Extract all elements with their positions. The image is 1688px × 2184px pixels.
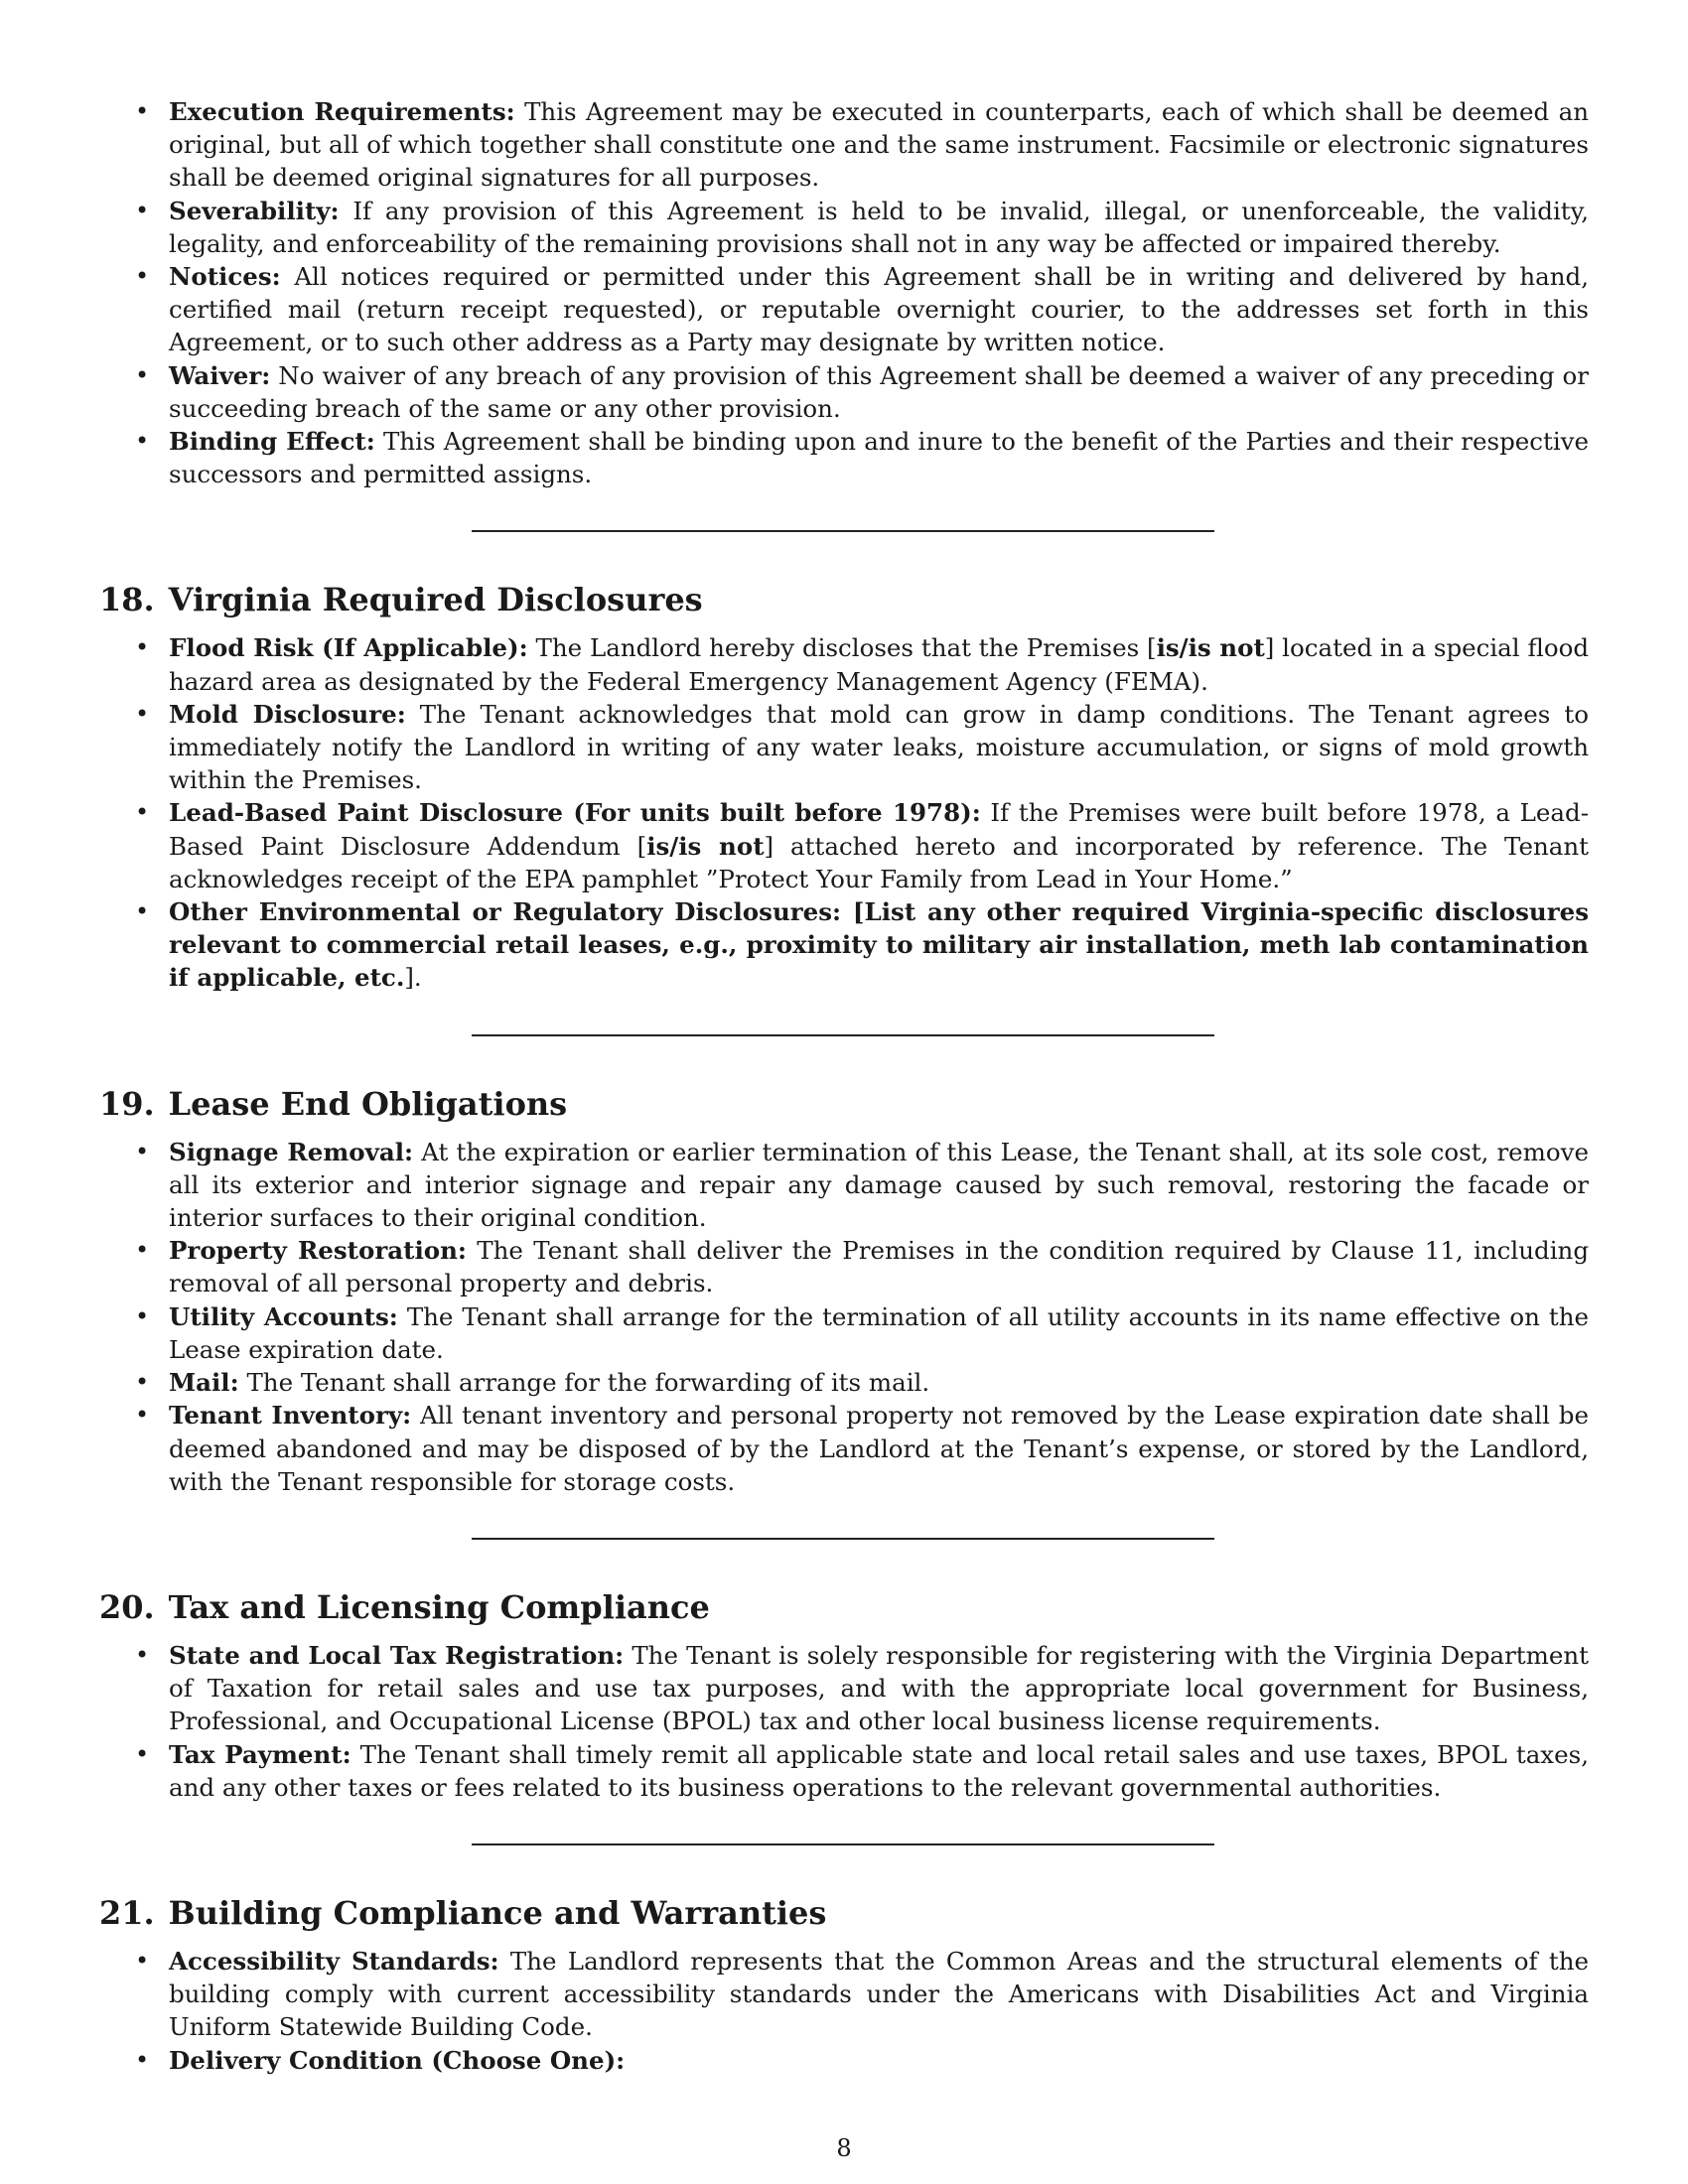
item-text: This Agreement shall be binding upon and inure to the benefit of the Parties and their respective successors and permitted assigns. xyxy=(169,427,1589,489)
item-text: The Tenant shall arrange for the forwarding of its mail. xyxy=(238,1368,930,1398)
item-text: The Tenant shall arrange for the termination of all utility accounts in its name effective on the Lease expiration date. xyxy=(169,1301,1589,1364)
item-term: Mold Disclosure: xyxy=(169,699,406,729)
item-term: Lead-Based Paint Disclosure (For units built before 1978): xyxy=(169,798,981,828)
list-item-mold-disclosure xyxy=(99,698,1589,797)
item-text: If the Premises were built before 1978, a Lead-Based Paint Disclosure Addendum [ xyxy=(169,798,1589,861)
section-number: 18. xyxy=(99,581,155,619)
list-item-delivery-condition xyxy=(99,2044,1589,2077)
list-item-waiver xyxy=(99,359,1589,425)
item-term: Severability: xyxy=(169,196,340,225)
list-item-utility-accounts xyxy=(99,1300,1589,1366)
section-number: 21. xyxy=(99,1893,155,1932)
item-term: Accessibility Standards: xyxy=(169,1946,499,1976)
document-page xyxy=(99,95,1589,2077)
list-item-tenant-inventory xyxy=(99,1399,1589,1498)
list-item-lead-paint xyxy=(99,796,1589,895)
section-title: Building Compliance and Warranties xyxy=(168,1893,827,1932)
item-text: No waiver of any breach of any provision of this Agreement shall be deemed a waiver of any preceding or succeeding breach of the same or any other provision. xyxy=(169,360,1589,423)
item-text: ] located in a special flood hazard area as designated by the Federal Emergency Management Agency (FEMA). xyxy=(169,633,1589,696)
item-term: Tenant Inventory: xyxy=(169,1401,412,1431)
section-heading-20 xyxy=(99,1587,1589,1627)
item-text: All tenant inventory and personal property not removed by the Lease expiration date shall be deemed abandoned and may be disposed of by the Landlord at the Tenant’s expense, or stored by the Landlord, with the Tenant responsible for storage costs. xyxy=(169,1401,1589,1496)
item-term: Flood Risk (If Applicable): xyxy=(169,633,528,663)
section-heading-18 xyxy=(99,580,1589,619)
item-term: Utility Accounts: xyxy=(169,1301,398,1331)
item-text: If any provision of this Agreement is held to be invalid, illegal, or unenforceable, the validity, legality, and enforceability of the remaining provisions shall not in any way be affected or impaired thereby. xyxy=(169,196,1589,258)
section-17-list xyxy=(99,95,1589,490)
section-number: 20. xyxy=(99,1587,155,1626)
page-number: 8 xyxy=(836,2134,852,2162)
item-text: This Agreement may be executed in counterparts, each of which shall be deemed an original, but all of which together shall constitute one and the same instrument. Facsimile or electronic signatures shall be deemed original signatures for all purposes. xyxy=(169,97,1589,193)
item-term: State and Local Tax Registration: xyxy=(169,1640,625,1670)
list-item-accessibility-standards xyxy=(99,1945,1589,2044)
item-option: is/is not xyxy=(646,831,765,861)
item-text: The Tenant acknowledges that mold can grow in damp conditions. The Tenant agrees to immediately notify the Landlord in writing of any water leaks, moisture accumulation, or signs of mold growth within the Premises. xyxy=(169,699,1589,795)
item-term: Property Restoration: xyxy=(169,1236,467,1266)
item-term: Delivery Condition (Choose One): xyxy=(169,2045,626,2075)
section-title: Virginia Required Disclosures xyxy=(168,581,703,619)
list-item-tax-payment xyxy=(99,1738,1589,1804)
list-item-other-disclosures xyxy=(99,895,1589,995)
list-item-binding-effect xyxy=(99,425,1589,490)
list-item-execution-requirements xyxy=(99,95,1589,195)
item-term: Binding Effect: xyxy=(169,427,375,457)
section-heading-19 xyxy=(99,1084,1589,1124)
section-title: Lease End Obligations xyxy=(168,1084,568,1123)
item-term: Tax Payment: xyxy=(169,1739,352,1769)
list-item-notices xyxy=(99,260,1589,359)
item-option: is/is not xyxy=(1156,633,1265,663)
item-text: The Landlord hereby discloses that the Premises [ xyxy=(527,633,1157,663)
item-text: ] attached hereto and incorporated by reference. The Tenant acknowledges receipt of the EPA pamphlet ”Protect Your Family from Lead in Your Home.” xyxy=(169,831,1589,893)
list-item-signage-removal xyxy=(99,1136,1589,1235)
list-item-tax-registration xyxy=(99,1639,1589,1738)
section-20-list xyxy=(99,1639,1589,1804)
list-item-severability xyxy=(99,195,1589,260)
list-item-flood-risk xyxy=(99,631,1589,697)
item-text: At the expiration or earlier termination of this Lease, the Tenant shall, at its sole cost, remove all its exterior and interior signage and repair any damage caused by such removal, restoring the facade or interior surfaces to their original condition. xyxy=(169,1137,1589,1233)
section-number: 19. xyxy=(99,1084,155,1123)
item-term: Notices: xyxy=(169,262,281,292)
item-term: Execution Requirements: xyxy=(169,97,515,126)
section-21-list xyxy=(99,1945,1589,2077)
section-title: Tax and Licensing Compliance xyxy=(168,1587,710,1626)
item-text: The Tenant is solely responsible for registering with the Virginia Department of Taxation for retail sales and use tax purposes, and with the appropriate local government for Business, Professional, and Occupational License (BPOL) tax and other local business license requirements. xyxy=(169,1640,1589,1736)
item-term: Other Environmental or Regulatory Disclosures: [List any other required Virginia-specific disclosures relevant to commercial retail leases, e.g., proximity to military air installation, meth lab contamination if applicable, etc. xyxy=(169,897,1589,993)
item-text: All notices required or permitted under this Agreement shall be in writing and delivered by hand, certified mail (return receipt requested), or reputable overnight courier, to the addresses set forth in this Agreement, or to such other address as a Party may designate by written notice. xyxy=(169,262,1589,357)
item-text: The Tenant shall timely remit all applicable state and local retail sales and use taxes, BPOL taxes, and any other taxes or fees related to its business operations to the relevant governmental authorities. xyxy=(169,1739,1589,1802)
item-term: Waiver: xyxy=(169,360,271,390)
item-text: The Tenant shall deliver the Premises in the condition required by Clause 11, including removal of all personal property and debris. xyxy=(169,1236,1590,1298)
list-item-property-restoration xyxy=(99,1234,1589,1299)
list-item-mail xyxy=(99,1366,1589,1399)
section-18-list xyxy=(99,631,1589,994)
item-text: The Landlord represents that the Common Areas and the structural elements of the building comply with current accessibility standards under the Americans with Disabilities Act and Virginia Uniform Statewide Building Code. xyxy=(169,1946,1589,2042)
section-19-list xyxy=(99,1136,1589,1498)
item-term: Mail: xyxy=(169,1368,239,1398)
section-heading-21 xyxy=(99,1893,1589,1933)
item-term: Signage Removal: xyxy=(169,1137,414,1166)
item-text: ]. xyxy=(404,963,422,993)
